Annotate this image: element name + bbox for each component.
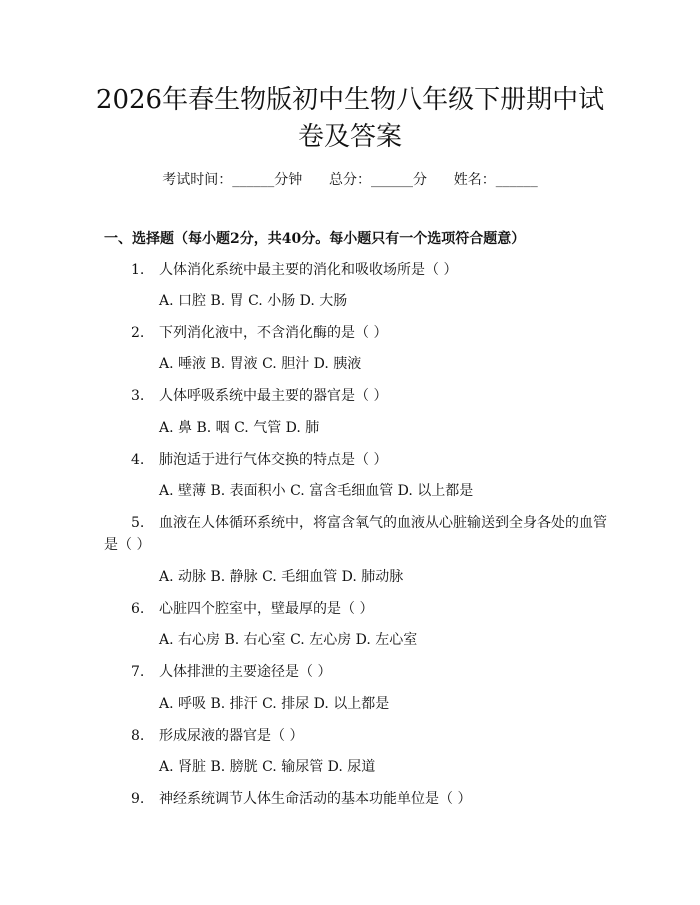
- question-text-continued: 是（ ）: [104, 537, 151, 553]
- student-name-field: 姓名：______: [453, 172, 538, 188]
- question-number: 7.: [131, 664, 145, 680]
- question-text: 人体排泄的主要途径是（ ）: [159, 664, 332, 680]
- question-number: 3.: [131, 388, 145, 404]
- question-text: 神经系统调节人体生命活动的基本功能单位是（ ）: [159, 791, 472, 807]
- question-text: 人体呼吸系统中最主要的器官是（ ）: [159, 388, 388, 404]
- exam-time-field: 考试时间：______分钟: [162, 172, 303, 188]
- total-score-field: 总分：______分: [329, 172, 427, 188]
- section-heading: 一、选择题（每小题2分，共40分。每小题只有一个选项符合题意）: [104, 231, 526, 247]
- question-number: 1.: [131, 262, 145, 278]
- options-text: A. 唾液 B. 胃液 C. 胆汁 D. 胰液: [159, 356, 362, 372]
- exam-meta: [0, 170, 700, 190]
- exam-title-line1: 2026年春生物版初中生物八年级下册期中试: [95, 85, 605, 115]
- options-text: A. 肾脏 B. 膀胱 C. 输尿管 D. 尿道: [159, 759, 376, 775]
- options-text: A. 壁薄 B. 表面积小 C. 富含毛细血管 D. 以上都是: [159, 483, 474, 499]
- question-text: 心脏四个腔室中，壁最厚的是（ ）: [159, 601, 374, 617]
- options-text: A. 呼吸 B. 排汗 C. 排尿 D. 以上都是: [159, 696, 390, 712]
- question-number: 8.: [131, 728, 145, 744]
- options-text: A. 右心房 B. 右心室 C. 左心房 D. 左心室: [159, 632, 418, 648]
- question-text: 血液在人体循环系统中，将富含氧气的血液从心脏输送到全身各处的血管: [159, 515, 607, 531]
- exam-title-line2: 卷及答案: [297, 122, 402, 152]
- question-number: 4.: [131, 452, 145, 468]
- options-text: A. 鼻 B. 咽 C. 气管 D. 肺: [159, 420, 320, 436]
- question-text: 人体消化系统中最主要的消化和吸收场所是（ ）: [159, 262, 458, 278]
- question-number: 5.: [131, 515, 145, 531]
- question-text: 下列消化液中，不含消化酶的是（ ）: [159, 325, 388, 341]
- question-number: 6.: [131, 601, 145, 617]
- options-text: A. 口腔 B. 胃 C. 小肠 D. 大肠: [159, 293, 348, 309]
- question-text: 肺泡适于进行气体交换的特点是（ ）: [159, 452, 388, 468]
- question-number: 9.: [131, 791, 145, 807]
- options-text: A. 动脉 B. 静脉 C. 毛细血管 D. 肺动脉: [159, 569, 404, 585]
- question-text: 形成尿液的器官是（ ）: [159, 728, 304, 744]
- question-number: 2.: [131, 325, 145, 341]
